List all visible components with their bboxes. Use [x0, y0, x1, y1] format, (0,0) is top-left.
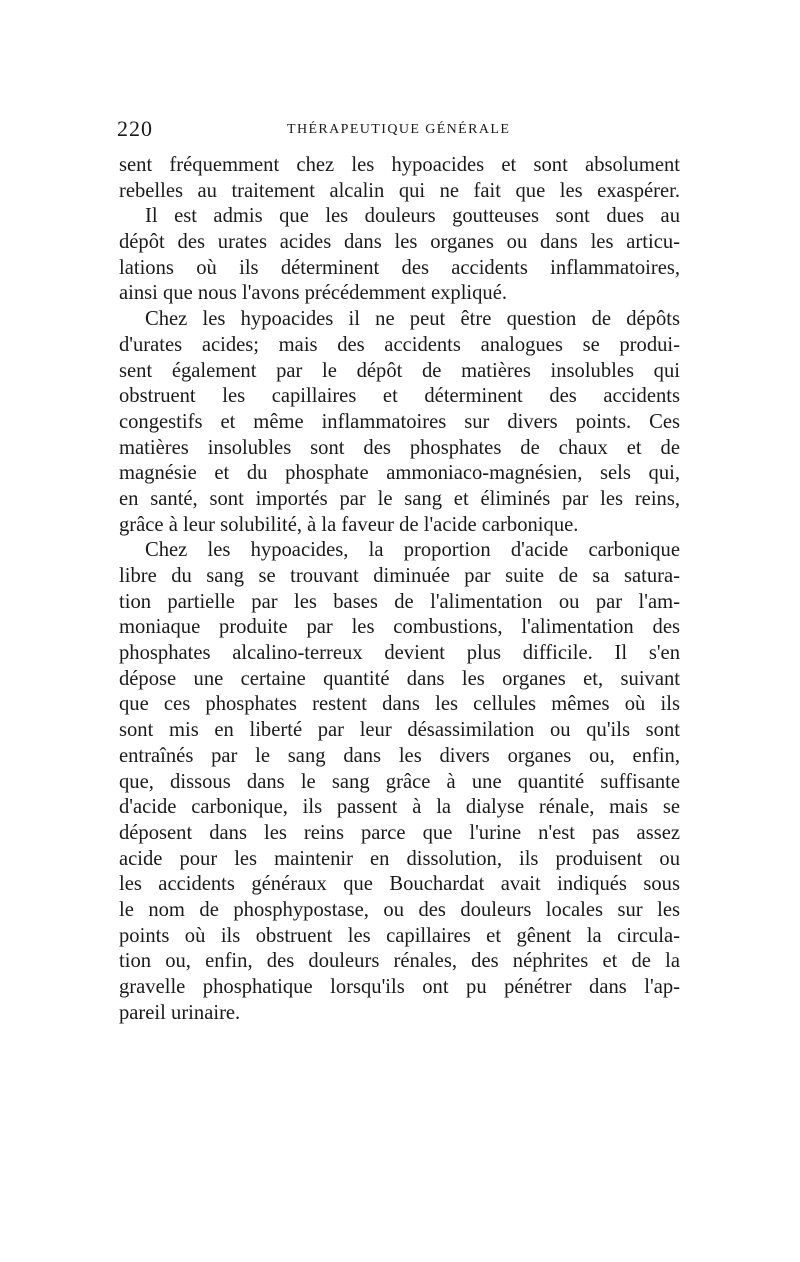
text-line: dépose une certaine quantité dans les organes et, suivant: [119, 667, 680, 690]
text-line: tion ou, enfin, des douleurs rénales, des néphrites et de la: [119, 950, 680, 973]
text-line: libre du sang se trouvant diminuée par suite de sa satura-: [119, 565, 680, 587]
text-line: congestifs et même inflammatoires sur divers points. Ces: [119, 410, 680, 433]
running-title: THÉRAPEUTIQUE GÉNÉRALE: [287, 122, 511, 137]
text-line: ainsi que nous l'avons précédemment expliqué.: [119, 282, 508, 305]
text-line: le nom de phosphypostase, ou des douleurs locales sur les: [119, 898, 680, 921]
text-line: Il est admis que les douleurs goutteuses sont dues au: [145, 205, 680, 228]
text-line: sont mis en liberté par leur désassimilation ou qu'ils sont: [119, 719, 680, 742]
text-line: que, dissous dans le sang grâce à une quantité suffisante: [119, 770, 680, 793]
body-text: [119, 153, 680, 1026]
text-line: Chez les hypoacides, la proportion d'acide carbonique: [145, 539, 680, 562]
text-line: tion partielle par les bases de l'alimentation ou par l'am-: [119, 590, 680, 613]
text-line: points où ils obstruent les capillaires et gênent la circula-: [119, 924, 680, 947]
text-line: d'acide carbonique, ils passent à la dialyse rénale, mais se: [119, 796, 680, 819]
text-line: acide pour les maintenir en dissolution, ils produisent ou: [119, 847, 680, 870]
text-line: Chez les hypoacides il ne peut être question de dépôts: [145, 308, 680, 331]
text-line: obstruent les capillaires et déterminent des accidents: [119, 385, 680, 408]
text-line: moniaque produite par les combustions, l'alimentation des: [119, 616, 680, 639]
text-line: que ces phosphates restent dans les cellules mêmes où ils: [119, 693, 680, 716]
text-line: d'urates acides; mais des accidents analogues se produi-: [119, 333, 680, 356]
text-line: sent fréquemment chez les hypoacides et sont absolument: [119, 154, 680, 176]
running-head: [117, 115, 680, 143]
text-line: lations où ils déterminent des accidents inflammatoires,: [119, 256, 680, 279]
text-line: sent également par le dépôt de matières insolubles qui: [119, 359, 680, 382]
text-line: déposent dans les reins parce que l'urine n'est pas assez: [119, 821, 680, 844]
text-line: rebelles au traitement alcalin qui ne fait que les exaspérer.: [119, 179, 680, 202]
text-line: pareil urinaire.: [119, 1001, 241, 1024]
text-line: en santé, sont importés par le sang et éliminés par les reins,: [119, 487, 680, 510]
text-line: les accidents généraux que Bouchardat avait indiqués sous: [119, 873, 680, 896]
text-line: phosphates alcalino-terreux devient plus difficile. Il s'en: [119, 642, 680, 665]
text-line: matières insolubles sont des phosphates de chaux et de: [119, 436, 680, 459]
text-line: entraînés par le sang dans les divers organes ou, enfin,: [119, 744, 680, 767]
text-line: magnésie et du phosphate ammoniaco-magnésien, sels qui,: [119, 462, 680, 485]
text-line: grâce à leur solubilité, à la faveur de l'acide carbonique.: [119, 513, 579, 536]
page-number: 220: [117, 116, 153, 141]
text-line: dépôt des urates acides dans les organes ou dans les articu-: [119, 231, 680, 254]
text-line: gravelle phosphatique lorsqu'ils ont pu pénétrer dans l'ap-: [119, 976, 680, 998]
